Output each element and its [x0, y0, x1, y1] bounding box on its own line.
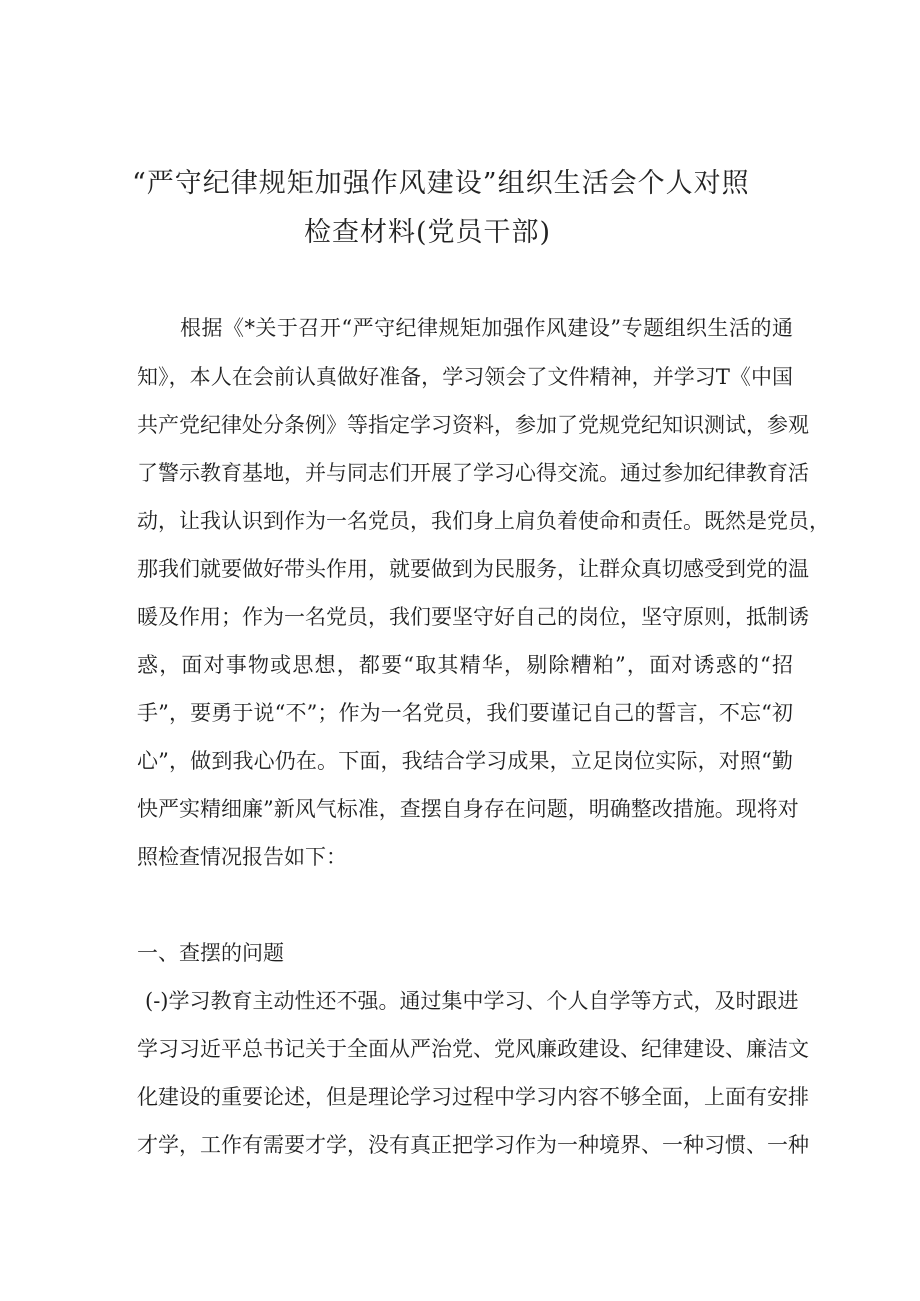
- intro-line: 了警示教育基地，并与同志们开展了学习心得交流。通过参加纪律教育活: [137, 461, 809, 485]
- document-title-line-1: “严守纪律规矩加强作风建设”组织生活会个人对照: [132, 168, 750, 199]
- section-line: 学习习近平总书记关于全面从严治党、党风廉政建设、纪律建设、廉洁文: [137, 1037, 809, 1061]
- section-line: 化建设的重要论述，但是理论学习过程中学习内容不够全面，上面有安排: [137, 1085, 809, 1109]
- section-heading: 一、查摆的问题: [137, 941, 284, 965]
- intro-line: 根据《*关于召开“严守纪律规矩加强作风建设”专题组织生活的通: [180, 316, 793, 340]
- section-line: 才学，工作有需要才学，没有真正把学习作为一种境界、一种习惯、一种: [137, 1133, 809, 1157]
- intro-line: 惑，面对事物或思想，都要“取其精华，剔除糟粕”，面对诱惑的“招: [137, 653, 793, 677]
- intro-line: 照检查情况报告如下：: [137, 845, 347, 869]
- intro-line: 快严实精细廉”新风气标准，查摆自身存在问题，明确整改措施。现将对: [137, 797, 799, 821]
- document-title-line-2: 检查材料(党员干部): [304, 217, 552, 248]
- intro-line: 共产党纪律处分条例》等指定学习资料，参加了党规党纪知识测试，参观: [137, 413, 809, 437]
- intro-line: 暖及作用；作为一名党员，我们要坚守好自己的岗位，坚守原则，抵制诱: [137, 605, 809, 629]
- intro-line: 心”，做到我心仍在。下面，我结合学习成果，立足岗位实际，对照“勤: [137, 749, 793, 773]
- intro-line: 知》，本人在会前认真做好准备，学习领会了文件精神，并学习T《中国: [137, 365, 793, 389]
- intro-line: 手”，要勇于说“不”；作为一名党员，我们要谨记自己的誓言，不忘“初: [137, 701, 793, 725]
- intro-line: 那我们就要做好带头作用，就要做到为民服务，让群众真切感受到党的温: [137, 557, 809, 581]
- intro-line: 动，让我认识到作为一名党员，我们身上肩负着使命和责任。既然是党员，: [137, 509, 830, 533]
- section-line: (-)学习教育主动性还不强。通过集中学习、个人自学等方式，及时跟进: [145, 989, 799, 1013]
